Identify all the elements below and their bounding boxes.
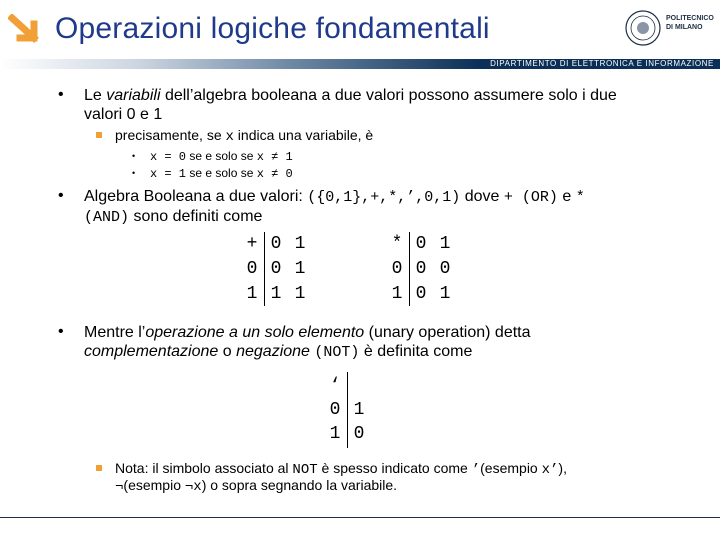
or-truth-table (240, 232, 312, 306)
department-label: DIPARTIMENTO DI ELETTRONICA E INFORMAZIONE (490, 59, 714, 68)
table-cell: 0 (270, 234, 282, 254)
table-cell: 0 (415, 234, 427, 254)
table-cell: ‘ (329, 376, 341, 396)
slide-title: Operazioni logiche fondamentali (55, 12, 490, 45)
table-cell: 1 (270, 284, 282, 304)
band-gradient (0, 59, 480, 69)
politecnico-wordmark (666, 14, 714, 32)
table-cell: 0 (270, 259, 282, 279)
footer-rule (0, 517, 720, 518)
table-cell: 1 (246, 284, 258, 304)
text: Le (84, 87, 107, 104)
table-cell: 1 (439, 234, 451, 254)
logo-line-1: POLITECNICO (666, 15, 714, 22)
table-cell: 0 (415, 284, 427, 304)
table-cell: 0 (439, 259, 451, 279)
sub-bullet-square (96, 132, 102, 138)
arrow-logo-icon (8, 14, 44, 48)
politecnico-seal-icon (625, 10, 661, 46)
and-truth-table (385, 232, 457, 306)
table-cell: 1 (353, 400, 365, 420)
not-truth-table (325, 372, 373, 448)
logo-line-2: DI MILANO (666, 24, 703, 31)
table-cell: 1 (391, 284, 403, 304)
table-cell: 0 (415, 259, 427, 279)
table-cell: 1 (294, 234, 306, 254)
table-cell: 1 (329, 424, 341, 444)
table-cell: 1 (294, 259, 306, 279)
emphasis: variabili (106, 87, 161, 104)
table-cell: 1 (439, 284, 451, 304)
table-cell: 0 (246, 259, 258, 279)
table-cell: 0 (391, 259, 403, 279)
table-cell: 0 (353, 424, 365, 444)
sub-bullet-square (96, 465, 102, 471)
bullet-dot: • (58, 86, 64, 103)
table-cell: 1 (294, 284, 306, 304)
table-cell: * (391, 234, 403, 254)
text: dell’algebra booleana a due valori possono assumere solo i due (160, 87, 617, 104)
table-cell: + (246, 234, 258, 254)
table-cell: 0 (329, 400, 341, 420)
